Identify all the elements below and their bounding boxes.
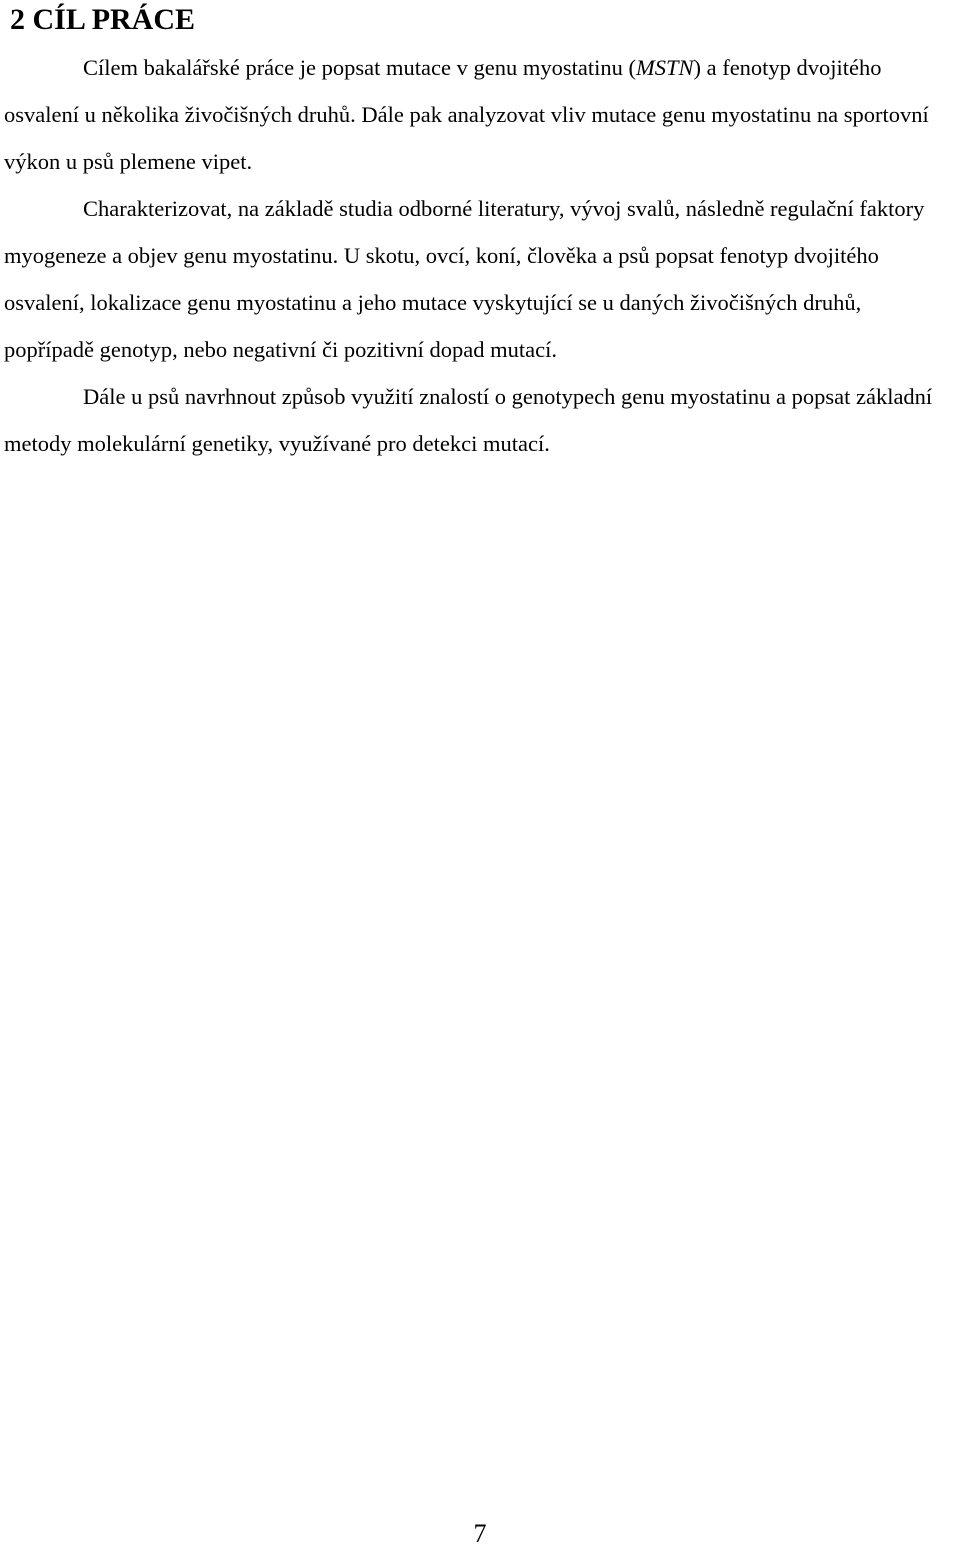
- paragraph-aims: [4, 44, 944, 185]
- paragraph-characterization: Charakterizovat, na základě studia odborné literatury, vývoj svalů, následně regulační faktory myogeneze a objev genu myostatinu. U skotu, ovcí, koní, člověka a psů popsat fenotyp dvojitého osvalení, lokalizace genu myostatinu a jeho mutace vyskytující se u daných živočišných druhů, popřípadě genotyp, nebo negativní či pozitivní dopad mutací.: [4, 196, 925, 362]
- paragraph-aims-start: Cílem bakalářské práce je popsat mutace v genu myostatinu (: [83, 55, 636, 80]
- page-number: 7: [473, 1519, 487, 1548]
- gene-symbol-mstn: MSTN: [635, 55, 694, 80]
- paragraph-aims-end: ) a fenotyp dvojitého osvalení u několika živočišných druhů. Dále pak analyzovat vliv mutace genu myostatinu na sportovní výkon u psů plemene vipet.: [4, 55, 929, 174]
- body-text: [4, 44, 944, 467]
- section-heading: 2 CÍL PRÁCE: [10, 3, 196, 36]
- paragraph-dogs: Dále u psů navrhnout způsob využití znalostí o genotypech genu myostatinu a popsat základní metody molekulární genetiky, využívané pro detekci mutací.: [4, 384, 933, 456]
